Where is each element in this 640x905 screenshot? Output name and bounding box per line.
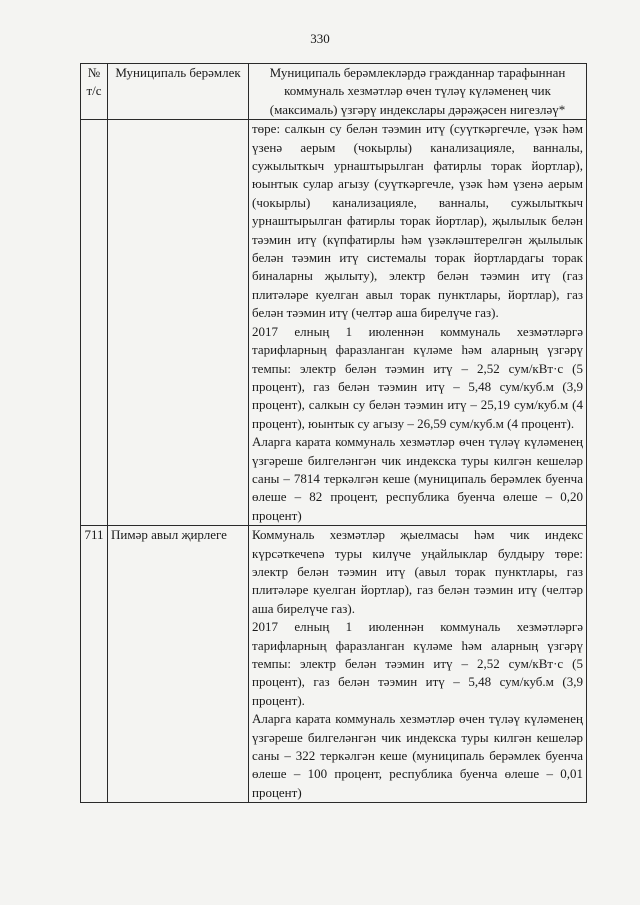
table-row [81,120,587,526]
row-municipality: Пимәр авыл җирлеге [108,526,249,803]
grounds-paragraph: 2017 елның 1 июленнән коммуналь хезмәтләргә тарифларның фаразланган күләме һәм аларның үзгәрү темпы: электр белән тәэмин итү – 2,52 сум/кВт·с (5 процент), газ белән тәэмин итү – 5,48 сум/куб.м (3,9 процент). [252,619,583,708]
row-number [81,120,108,526]
grounds-paragraph: Коммуналь хезмәтләр җыелмасы һәм чик индекс күрсәткечenә туры килүче уңайлыклар булдыру төре: электр белән тәэмин итү (авыл торак пунктлары, газ плитәләре куелган йортлар), газ белән тәэмин итү (челтәр аша бирелүче газ). [252,527,583,616]
header-municipality: Муниципаль берәмлек [108,64,249,120]
row-grounds [249,120,587,526]
table-header-row [81,64,587,120]
grounds-paragraph: 2017 елның 1 июленнән коммуналь хезмәтләргә тарифларның фаразланган күләме һәм аларның үзгәрү темпы: электр белән тәэмин итү – 2,52 сум/кВт·с (5 процент), газ белән тәэмин итү – 5,48 сум/куб.м (3,9 процент), салкын су белән тәэмин итү – 25,19 сум/куб.м (4 процент), юынтык су агызу – 26,59 сум/куб.м (4 процент). [252,323,583,431]
grounds-paragraph: төре: салкын су белән тәэмин итү (суүткәргечле, үзәк һәм үзенә аерым (чокырлы) канализацияле, ванналы, сужылыткыч урнаштырылган фатирлы торак йортлар), юынтык сулар агызу (суүткәргечле, үзәк һәм үзенә аерым (чокырлы) канализацияле, ванналы, сужылыткыч урнаштырылган фатирлы торак йортлар), җылылык белән тәэмин итү (күпфатирлы һәм үзәкләштерелгән җылылык белән тәэмин итү системалы торак йортлардагы торак биналарны җылыту), электр белән тәэмин итү (газ плитәләре куелган авыл торак пунктлары, йортлар), газ белән тәэмин итү (челтәр аша бирелүче газ). [252,121,583,321]
page-number: 330 [310,31,330,46]
row-municipality [108,120,249,526]
grounds-paragraph: Аларга карата коммуналь хезмәтләр өчен түләү күләменең үзгәреше билгеләнгән чик индекска туры килгән кешеләр саны – 7814 теркәлгән кеше (муниципаль берәмлек буенча өлеше – 82 процент, республика буенча өлеше – 0,20 процент) [252,434,583,523]
row-number: 711 [81,526,108,803]
header-grounds: Муниципаль берәмлекләрдә гражданнар тарафыннан коммуналь хезмәтләр өчен түләү күләменең чик (максималь) үзгәрү индекслары дәрәҗәсен нигезләү* [249,64,587,120]
municipal-index-table [80,63,587,803]
grounds-paragraph: Аларга карата коммуналь хезмәтләр өчен түләү күләменең үзгәреше билгеләнгән чик индекска туры килгән кешеләр саны – 322 теркәлгән кеше (муниципаль берәмлек буенча өлеше – 100 процент, республика буенча өлеше – 0,01 процент) [252,711,583,800]
table-row [81,526,587,803]
row-grounds [249,526,587,803]
header-number: № т/с [81,64,108,120]
